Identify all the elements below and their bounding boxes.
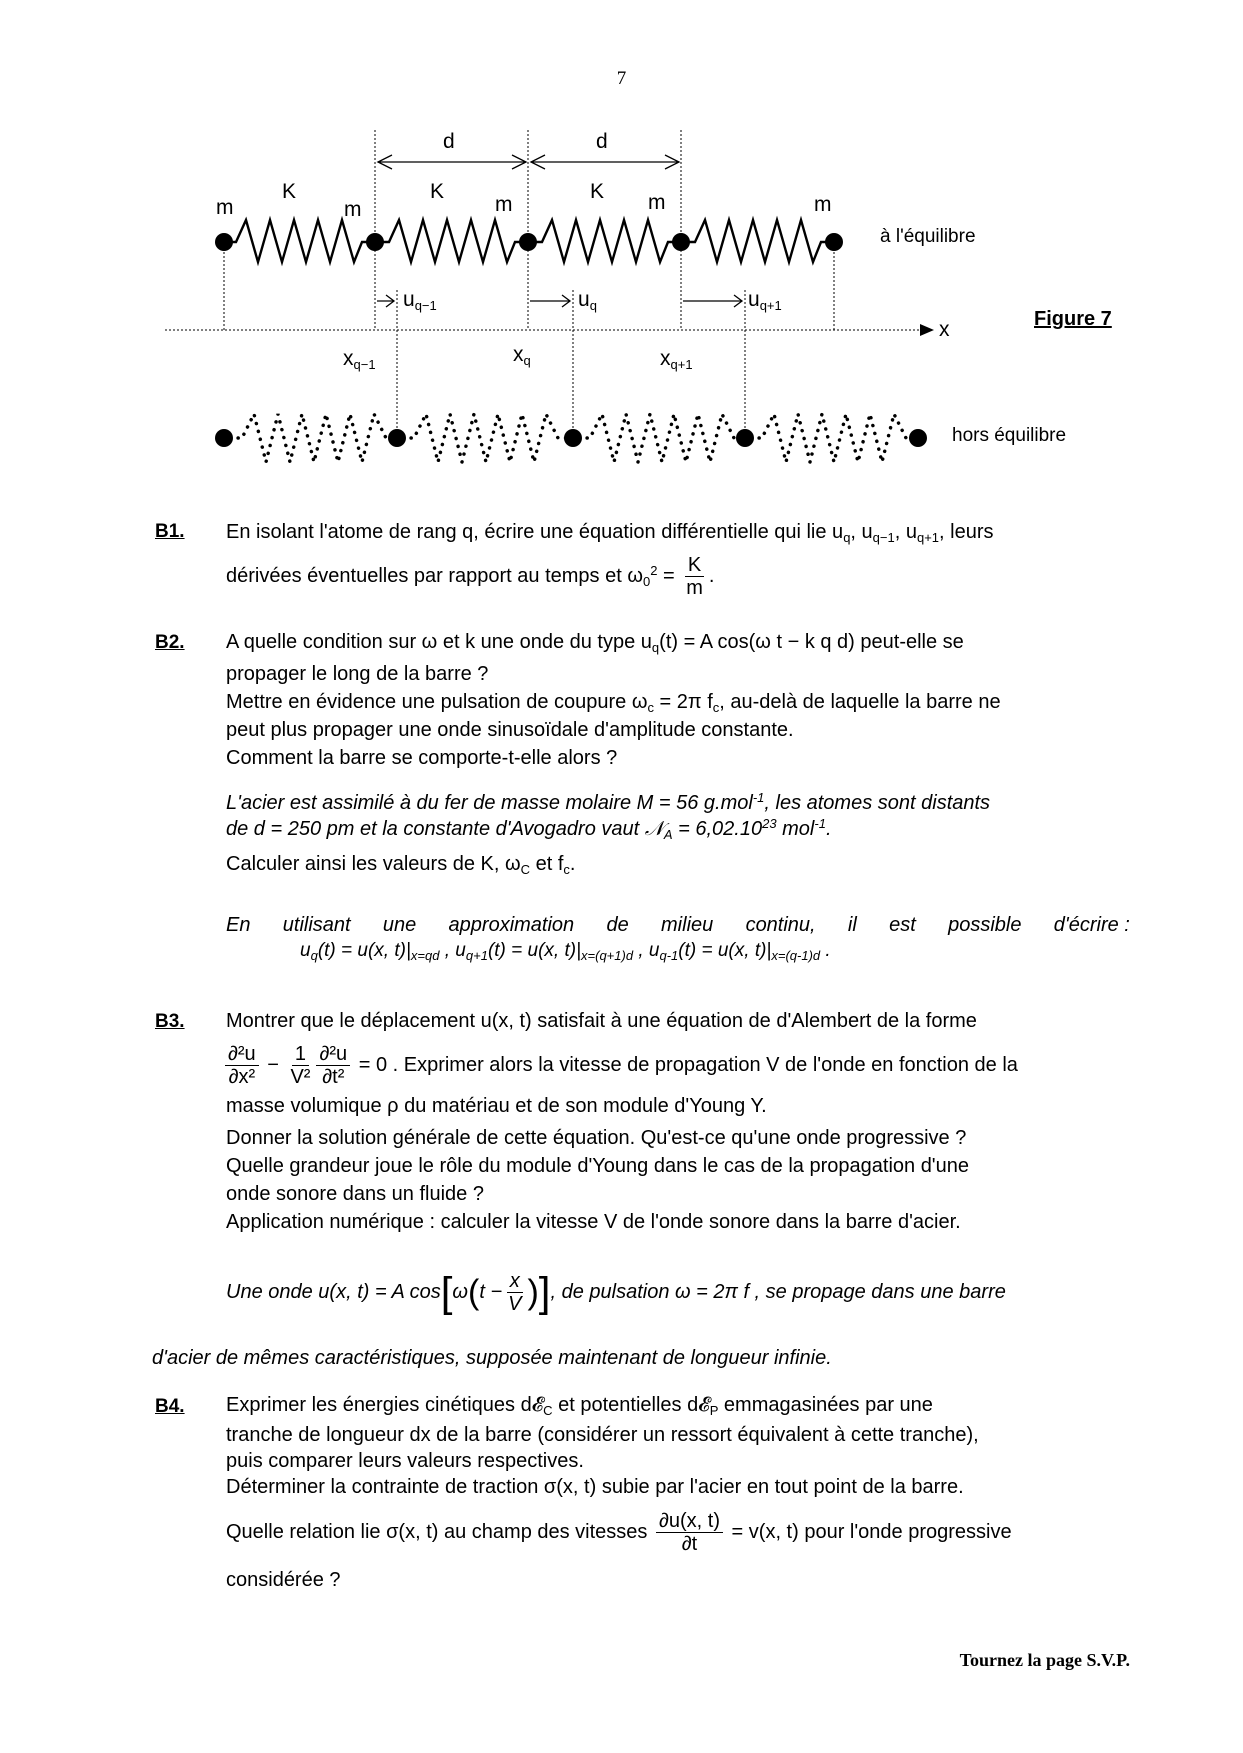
page-footer: Tournez la page S.V.P. — [959, 1650, 1130, 1670]
continuum-approx-text: En utilisant une approximation de milieu continu, il est possible d'écrire : $u_q(t) = u(x$, $t)|_{x=qd}$ , $u_{q+1}(t) = u(x$, $t)|_{x=(q+1)d}$ , $u_{q-1}(t) = u(x$, $t)|_{x=(q-1)d}$ . — [226, 914, 1130, 963]
page-number: 7 — [616, 68, 627, 89]
x-q-minus-1-label: $x_{q-1}$ — [343, 347, 376, 372]
figure-label: Figure 7 — [1034, 308, 1112, 330]
m-label-1: m — [216, 196, 234, 219]
m-label-3: m — [495, 193, 513, 216]
x-q-plus-1-label: $x_{q+1}$ — [660, 347, 693, 372]
wave-definition-text: Une onde u(x, t) = A cos[ω(t − $\frac{x}{V}$ )], de pulsation ω = 2π f , se propage dans une barre — [226, 1268, 1006, 1316]
question-b4-label: B4. — [155, 1396, 185, 1417]
m-label-2: m — [344, 198, 362, 221]
question-b3-text: Montrer que le déplacement u(x, t) satisfait à une équation de d'Alembert de la forme $\frac{\text{∂²u}}{\text{∂x²}}$ − $\frac{1}{\text{V²}}$ $\frac{\text{∂²u}}{\text{∂t²}}$ = 0 . Exprimer alors la vitesse de propagation V de l'onde en fonction de la masse volumique ρ du matériau et de son module d'Young Y. Donner la solution générale de cette équation. Qu'est-ce qu'une onde progressive ? Quelle grandeur joue le rôle du module d'Young dans le cas de la propagation d'une onde sonore dans un fluide ? Application numérique : calculer la vitesse V de l'onde sonore dans la barre d'acier. — [226, 1010, 1018, 1233]
m-label-5: m — [814, 193, 832, 216]
d-label-1: d — [443, 130, 455, 153]
wave-definition-continued: d'acier de mêmes caractéristiques, supposée maintenant de longueur infinie. — [152, 1347, 832, 1369]
k-label-1: K — [282, 180, 297, 203]
k-label-3: K — [590, 180, 605, 203]
steel-data-text: L'acier est assimilé à du fer de masse molaire M = 56 g.mol$^{-1}$, les atomes sont distants de d = 250 pm et la constante d'Avogadro vaut 𝒩$_A$ = $6,02.10^{23}$ mol$^{-1}$. — [226, 790, 991, 842]
x-axis-label: x — [939, 318, 950, 341]
d-label-2: d — [596, 130, 608, 153]
u-q-label: $u_q$ — [578, 288, 597, 313]
calculation-text: Calculer ainsi les valeurs de K, $\omega_C$ et $f_c$. — [226, 853, 576, 877]
equilibrium-label: à l'équilibre — [880, 226, 976, 247]
question-b3-label: B3. — [155, 1011, 185, 1032]
x-q-label: $x_q$ — [513, 343, 531, 368]
x-axis-arrowhead — [920, 324, 934, 336]
out-of-equilibrium-label: hors équilibre — [952, 425, 1067, 446]
m-label-4: m — [648, 191, 666, 214]
question-b4-text: Exprimer les énergies cinétiques d𝓔$_C$ et potentielles d𝓔$_P$ emmagasinées par une tranche de longueur dx de la barre (considérer un ressort équivalent à cette tranche), puis comparer leurs valeurs respectives. Déterminer la contrainte de traction σ(x, t) subie par l'acier en tout point de la barre. Quelle relation lie σ(x, t) au champ des vitesses $\frac{\partial u(x, t)}{\partial t}$ = v(x, t) pour l'onde progressive considérée ? — [226, 1394, 1012, 1591]
question-b2-text: A quelle condition sur ω et k une onde du type $u_q(t) = A$ cos(ω t − k q d) peut-elle se propager le long de la barre ? Mettre en évidence une pulsation de coupure $\omega_c = 2\pi$ $f_c$, au-delà de laquelle la barre ne peut plus propager une onde sinusoïdale d'amplitude constante. Comment la barre se comporte-t-elle alors ? — [226, 631, 1001, 769]
k-label-2: K — [430, 180, 445, 203]
question-b1-label: B1. — [155, 521, 185, 542]
u-q-minus-1-label: $u_{q-1}$ — [403, 288, 437, 313]
reference-lines — [224, 130, 834, 430]
question-b1-text: En isolant l'atome de rang q, écrire une équation différentielle qui lie $u_q$, $u_{q-1}$, $u_{q+1}$, leurs dérivées éventuelles par rapport au temps et $\omega_0^2$ = $\frac{K}{m}$ . — [226, 521, 994, 599]
question-b2-label: B2. — [155, 632, 185, 653]
u-q-plus-1-label: $u_{q+1}$ — [748, 288, 782, 313]
